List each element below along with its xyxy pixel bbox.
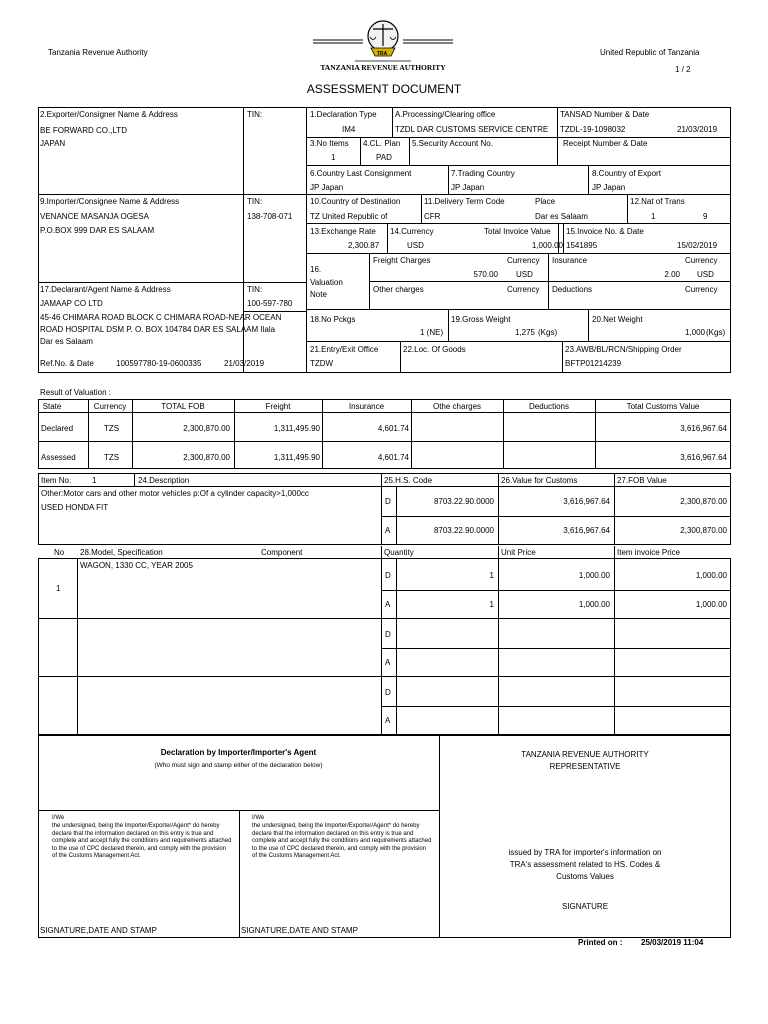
f16-label-3: Note <box>310 290 327 299</box>
ref-date: 21/03/2019 <box>224 359 265 368</box>
val-header-fob: TOTAL FOB <box>161 402 205 411</box>
f20-label: 20.Net Weight <box>592 315 643 324</box>
val-assessed-fob: 2,300,870.00 <box>183 453 230 462</box>
page-number: 1 / 2 <box>675 65 691 74</box>
empty-a-mark-1: A <box>385 658 391 667</box>
f11-label: 11.Delivery Term Code <box>424 197 505 206</box>
f16-label-2: Valuation <box>310 278 343 287</box>
desc-label: 24.Description <box>138 476 190 485</box>
declaration-subtitle: (Who must sign and stamp either of the declaration below) <box>154 762 323 769</box>
model-d-quantity: 1 <box>489 571 494 580</box>
insurance-currency: USD <box>697 270 714 279</box>
customs-value-label: 26.Value for Customs <box>501 476 578 485</box>
invoice-number: 1541895 <box>566 241 598 250</box>
model-header-quantity: Quantity <box>384 548 414 557</box>
hs-code-label: 25.H.S. Code <box>384 476 433 485</box>
f19-label: 19.Gross Weight <box>451 315 511 324</box>
item-a-customs-value: 3,616,967.64 <box>563 526 610 535</box>
svg-text:TRA: TRA <box>377 51 388 57</box>
val-header-insurance: Insurance <box>348 402 385 411</box>
val-declared-state: Declared <box>41 424 74 433</box>
cl-plan: PAD <box>376 153 392 162</box>
f1-label: 1.Declaration Type <box>310 110 377 119</box>
printed-label: Printed on : <box>578 938 623 947</box>
val-assessed-currency: TZS <box>104 453 120 462</box>
f2-label: 2.Exporter/Consigner Name & Address <box>40 110 178 119</box>
page-title: ASSESSMENT DOCUMENT <box>306 82 462 96</box>
f16-label-1: 16. <box>310 265 322 274</box>
val-declared-insurance: 4,601.74 <box>377 424 409 433</box>
tra-logo <box>313 18 453 76</box>
val-header-state: State <box>42 402 62 411</box>
tra-issued-2: TRA's assessment related to HS. Codes & <box>509 860 661 869</box>
svg-text:TANZANIA REVENUE AUTHORITY: TANZANIA REVENUE AUTHORITY <box>320 63 446 72</box>
model-row-no: 1 <box>56 584 61 593</box>
declarant-tin: 100-597-780 <box>247 299 293 308</box>
declaration-iwe-2: I/We <box>252 815 265 821</box>
place: Dar es Salaam <box>535 212 588 221</box>
item-a-fob: 2,300,870.00 <box>680 526 727 535</box>
exporter-tin-label: TIN: <box>247 110 263 119</box>
header-authority: Tanzania Revenue Authority <box>48 48 148 57</box>
nat-trans-1: 1 <box>651 212 656 221</box>
delivery-term: CFR <box>424 212 441 221</box>
clearing-office: TZDL DAR CUSTOMS SERVICE CENTRE <box>395 125 549 134</box>
exporter-country: JAPAN <box>40 139 66 148</box>
freight-currency-label: Currency <box>507 256 540 265</box>
net-weight-unit: (Kgs) <box>706 328 726 337</box>
fob-value-label: 27.FOB Value <box>617 476 667 485</box>
item-description-2: USED HONDA FIT <box>41 503 109 512</box>
f14-label: 14.Currency <box>390 227 434 236</box>
f4-label: 4.CL. Plan <box>363 139 401 148</box>
item-no: 1 <box>92 476 97 485</box>
val-header-freight: Freight <box>265 402 291 411</box>
model-a-unit-price: 1,000.00 <box>578 600 610 609</box>
empty-a-mark-2: A <box>385 716 391 725</box>
f7-label: 7.Trading Country <box>451 169 515 178</box>
item-a-mark: A <box>385 526 391 535</box>
declarant-address-3: Dar es Salaam <box>40 337 93 346</box>
importer-tin: 138-708-071 <box>247 212 293 221</box>
freight-currency: USD <box>516 270 533 279</box>
f6-label: 6.Country Last Consignment <box>310 169 412 178</box>
declarant-address-2: ROAD HOSPITAL DSM P. O. BOX 104784 DAR ES SALAAM Ilala <box>40 325 276 334</box>
exchange-rate: 2,300.87 <box>348 241 380 250</box>
ref-number: 100597780-19-0600335 <box>116 359 202 368</box>
freight-label: Freight Charges <box>373 256 431 265</box>
f18-label: 18.No Pckgs <box>310 315 356 324</box>
valuation-title: Result of Valuation : <box>40 388 112 397</box>
signature-line-2: SIGNATURE,DATE AND STAMP <box>241 926 358 935</box>
f17-label: 17.Declarant/Agent Name & Address <box>40 285 171 294</box>
f10-label: 10.Country of Destination <box>310 197 401 206</box>
trading-country: JP Japan <box>451 183 485 192</box>
other-currency-label: Currency <box>507 285 540 294</box>
model-header-no: No <box>54 548 65 557</box>
declarant-address-1: 45-46 CHIMARA ROAD BLOCK C CHIMARA ROAD-NEAR OCEAN <box>40 313 282 322</box>
insurance-currency-label: Currency <box>685 256 718 265</box>
item-a-hs: 8703.22.90.0000 <box>433 526 494 535</box>
declaration-text-1: the undersigned, being the Importer/Exporter/Agent* do hereby declare that the information declared on this entry is true and complete and accept fully the conditions and requirements attached to the use of CPC declared therein, and comply with the provision of the Customs Management Act. <box>52 823 232 859</box>
invoice-date: 15/02/2019 <box>677 241 718 250</box>
tra-issued-1: issued by TRA for importer's information on <box>508 848 662 857</box>
country-of-export: JP Japan <box>592 183 626 192</box>
model-a-mark: A <box>385 600 391 609</box>
declaration-iwe-1: I/We <box>52 815 65 821</box>
empty-d-mark-2: D <box>385 688 391 697</box>
val-declared-fob: 2,300,870.00 <box>183 424 230 433</box>
receipt-label: Receipt Number & Date <box>563 139 648 148</box>
tra-rep-line2: REPRESENTATIVE <box>549 762 621 771</box>
model-d-item-price: 1,000.00 <box>695 571 727 580</box>
other-charges-label: Other charges <box>373 285 424 294</box>
f9-label: 9.Importer/Consignee Name & Address <box>40 197 180 206</box>
awb-number: BFTP01214239 <box>565 359 622 368</box>
deductions-label: Deductions <box>552 285 593 294</box>
total-invoice-value: 1,000.00 <box>531 241 563 250</box>
model-header-item-price: Item invoice Price <box>617 548 681 557</box>
f3-label: 3.No Items <box>310 139 349 148</box>
val-assessed-state: Assessed <box>41 453 76 462</box>
nat-trans-2: 9 <box>703 212 708 221</box>
val-assessed-insurance: 4,601.74 <box>377 453 409 462</box>
item-d-hs: 8703.22.90.0000 <box>433 497 494 506</box>
model-a-quantity: 1 <box>489 600 494 609</box>
val-header-currency: Currency <box>93 402 127 411</box>
f8-label: 8.Country of Export <box>592 169 661 178</box>
f13-label: 13.Exchange Rate <box>310 227 376 236</box>
currency: USD <box>407 241 424 250</box>
printed-date: 25/03/2019 11:04 <box>641 938 704 947</box>
deductions-currency-label: Currency <box>685 285 718 294</box>
no-items: 1 <box>331 153 336 162</box>
importer-name: VENANCE MASANJA OGESA <box>40 212 149 221</box>
model-d-mark: D <box>385 571 391 580</box>
importer-address: P.O.BOX 999 DAR ES SALAAM <box>40 226 155 235</box>
f22-label: 22.Loc. Of Goods <box>403 345 466 354</box>
signature-line-1: SIGNATURE,DATE AND STAMP <box>40 926 157 935</box>
f15-label: 15.Invoice No. & Date <box>566 227 644 236</box>
ref-label: Ref.No. & Date <box>40 359 94 368</box>
tansad-number: TZDL-19-1098032 <box>560 125 626 134</box>
empty-d-mark-1: D <box>385 630 391 639</box>
exporter-name: BE FORWARD CO.,LTD <box>40 126 127 135</box>
net-weight: 1,000 <box>684 328 705 337</box>
model-header-spec: 28.Model, Specification <box>80 548 163 557</box>
country-destination: TZ United Republic of <box>310 212 388 221</box>
gross-weight: 1,275 <box>514 328 535 337</box>
val-header-deductions: Deductions <box>528 402 570 411</box>
place-label: Place <box>535 197 556 206</box>
model-spec: WAGON, 1330 CC, YEAR 2005 <box>80 561 193 570</box>
tansad-label: TANSAD Number & Date <box>560 110 650 119</box>
declarant-name: JAMAAP CO LTD <box>40 299 103 308</box>
f12-label: 12.Nat of Trans <box>630 197 685 206</box>
tra-rep-line1: TANZANIA REVENUE AUTHORITY <box>521 750 649 759</box>
tansad-date: 21/03/2019 <box>677 125 718 134</box>
tra-issued-3: Customs Values <box>556 872 614 881</box>
declaration-type: IM4 <box>342 125 356 134</box>
gross-weight-unit: (Kgs) <box>538 328 558 337</box>
f23-label: 23.AWB/BL/RCN/Shipping Order <box>565 345 682 354</box>
f5-label: 5.Security Account No. <box>412 139 493 148</box>
item-d-fob: 2,300,870.00 <box>680 497 727 506</box>
item-description-1: Other:Motor cars and other motor vehicles p:Of a cylinder capacity>1,000cc <box>41 489 309 498</box>
header-republic: United Republic of Tanzania <box>600 48 700 57</box>
total-invoice-label: Total Invoice Value <box>484 227 551 236</box>
declaration-title: Declaration by Importer/Importer's Agent <box>160 748 317 757</box>
val-declared-freight: 1,311,495.90 <box>273 424 320 433</box>
item-no-label: Item No. <box>41 476 72 485</box>
model-header-unit-price: Unit Price <box>501 548 536 557</box>
val-declared-total: 3,616,967.64 <box>680 424 727 433</box>
val-assessed-freight: 1,311,495.90 <box>273 453 320 462</box>
val-header-other: Othe charges <box>432 402 482 411</box>
model-a-item-price: 1,000.00 <box>695 600 727 609</box>
fA-label: A.Processing/Clearing office <box>395 110 496 119</box>
entry-office: TZDW <box>310 359 334 368</box>
item-d-mark: D <box>385 497 391 506</box>
val-assessed-total: 3,616,967.64 <box>680 453 727 462</box>
tra-signature: SIGNATURE <box>561 902 609 911</box>
insurance-value: 2.00 <box>664 270 680 279</box>
insurance-label: Insurance <box>552 256 588 265</box>
val-header-total: Total Customs Value <box>626 402 700 411</box>
freight-value: 570.00 <box>473 270 498 279</box>
declarant-tin-label: TIN: <box>247 285 263 294</box>
country-last-consignment: JP Japan <box>310 183 344 192</box>
f21-label: 21.Entry/Exit Office <box>310 345 379 354</box>
item-d-customs-value: 3,616,967.64 <box>563 497 610 506</box>
val-declared-currency: TZS <box>104 424 120 433</box>
importer-tin-label: TIN: <box>247 197 263 206</box>
no-packages: 1 (NE) <box>420 328 444 337</box>
model-header-component: Component <box>261 548 303 557</box>
model-d-unit-price: 1,000.00 <box>578 571 610 580</box>
declaration-text-2: the undersigned, being the Importer/Exporter/Agent* do hereby declare that the information declared on this entry is true and complete and accept fully the conditions and requirements attached to the use of CPC declared therein, and comply with the provision of the Customs Management Act. <box>252 823 432 859</box>
